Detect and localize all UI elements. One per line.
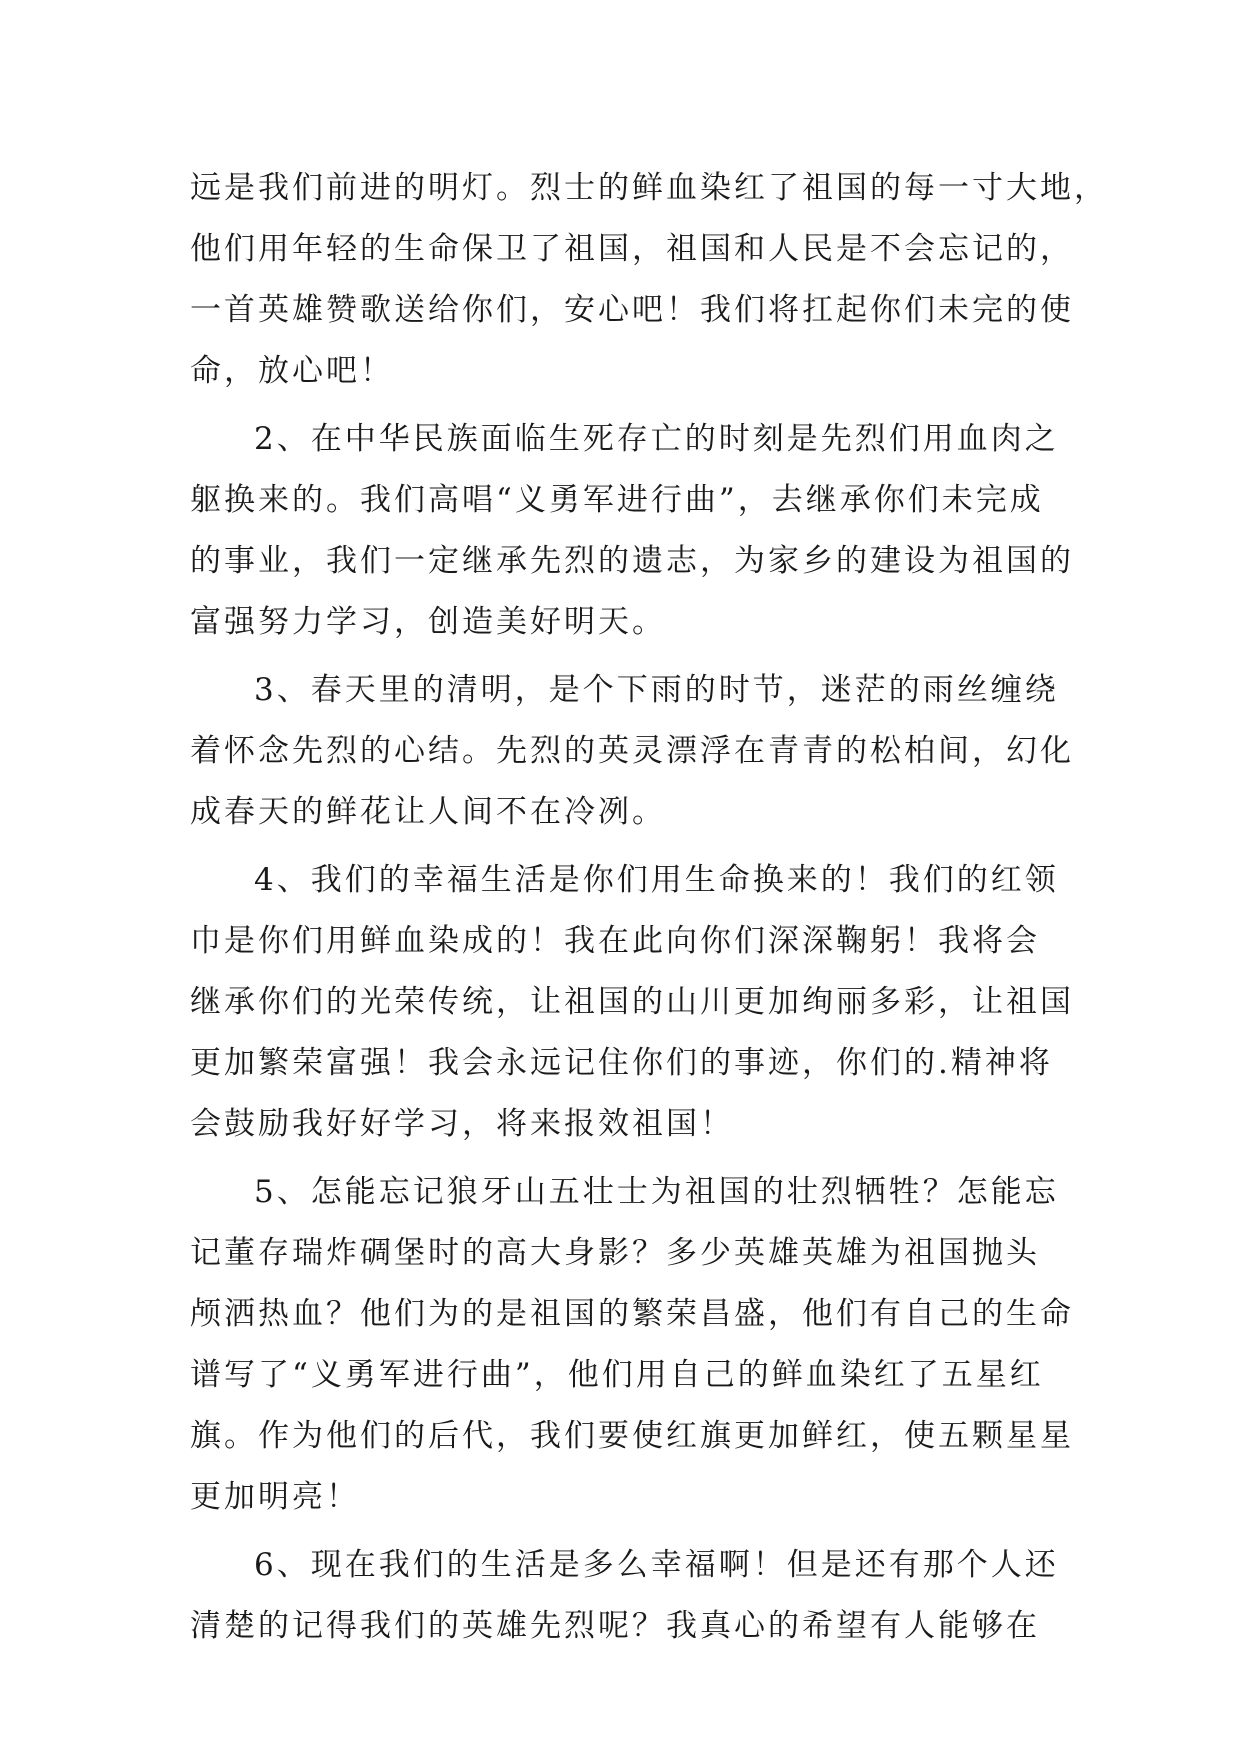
paragraph-gap [190, 402, 1070, 409]
paragraph [190, 158, 1108, 402]
text-line: 5、怎能忘记狼牙山五壮士为祖国的壮烈牺牲？怎能忘 [254, 1174, 1059, 1210]
paragraph-gap [190, 653, 1070, 660]
text-line: 命，放心吧！ [190, 353, 394, 389]
paragraph [190, 1535, 1070, 1657]
text-line: 更加繁荣富强！我会永远记住你们的事迹，你们的.精神将 [190, 1045, 1053, 1081]
text-line: 远是我们前进的明灯。烈士的鲜血染红了祖国的每一寸大地， [190, 170, 1108, 206]
text-line: 的事业，我们一定继承先烈的遗志，为家乡的建设为祖国的 [190, 543, 1074, 579]
text-line: 他们用年轻的生命保卫了祖国，祖国和人民是不会忘记的， [190, 231, 1074, 267]
paragraph-gap [190, 1528, 1070, 1535]
text-line: 清楚的记得我们的英雄先烈呢？我真心的希望有人能够在 [190, 1608, 1040, 1644]
text-line: 躯换来的。我们高唱“义勇军进行曲”，去继承你们未完成 [190, 482, 1044, 518]
text-line: 一首英雄赞歌送给你们，安心吧！我们将扛起你们未完的使 [190, 292, 1074, 328]
text-line: 谱写了“义勇军进行曲”，他们用自己的鲜血染红了五星红 [190, 1357, 1044, 1393]
text-line: 颅洒热血？他们为的是祖国的繁荣昌盛，他们有自己的生命 [190, 1296, 1074, 1332]
text-line: 6、现在我们的生活是多么幸福啊！但是还有那个人还 [254, 1547, 1059, 1583]
paragraph [190, 850, 1074, 1155]
paragraph [190, 409, 1074, 653]
text-line: 2、在中华民族面临生死存亡的时刻是先烈们用血肉之 [254, 421, 1059, 457]
paragraph [190, 1162, 1074, 1528]
text-line: 记董存瑞炸碉堡时的高大身影？多少英雄英雄为祖国抛头 [190, 1235, 1040, 1271]
paragraph-gap [190, 843, 1070, 850]
paragraph-gap [190, 1155, 1070, 1162]
text-line: 继承你们的光荣传统，让祖国的山川更加绚丽多彩，让祖国 [190, 984, 1074, 1020]
text-line: 着怀念先烈的心结。先烈的英灵漂浮在青青的松柏间，幻化 [190, 733, 1074, 769]
text-line: 3、春天里的清明，是个下雨的时节，迷茫的雨丝缠绕 [254, 672, 1059, 708]
text-line: 成春天的鲜花让人间不在冷冽。 [190, 794, 666, 830]
text-line: 会鼓励我好好学习，将来报效祖国！ [190, 1106, 734, 1142]
text-line: 更加明亮！ [190, 1479, 360, 1515]
document-body [190, 158, 1108, 1657]
paragraph [190, 660, 1074, 843]
text-line: 富强努力学习，创造美好明天。 [190, 604, 666, 640]
text-line: 巾是你们用鲜血染成的！我在此向你们深深鞠躬！我将会 [190, 923, 1040, 959]
text-line: 4、我们的幸福生活是你们用生命换来的！我们的红领 [254, 862, 1059, 898]
text-line: 旗。作为他们的后代，我们要使红旗更加鲜红，使五颗星星 [190, 1418, 1074, 1454]
